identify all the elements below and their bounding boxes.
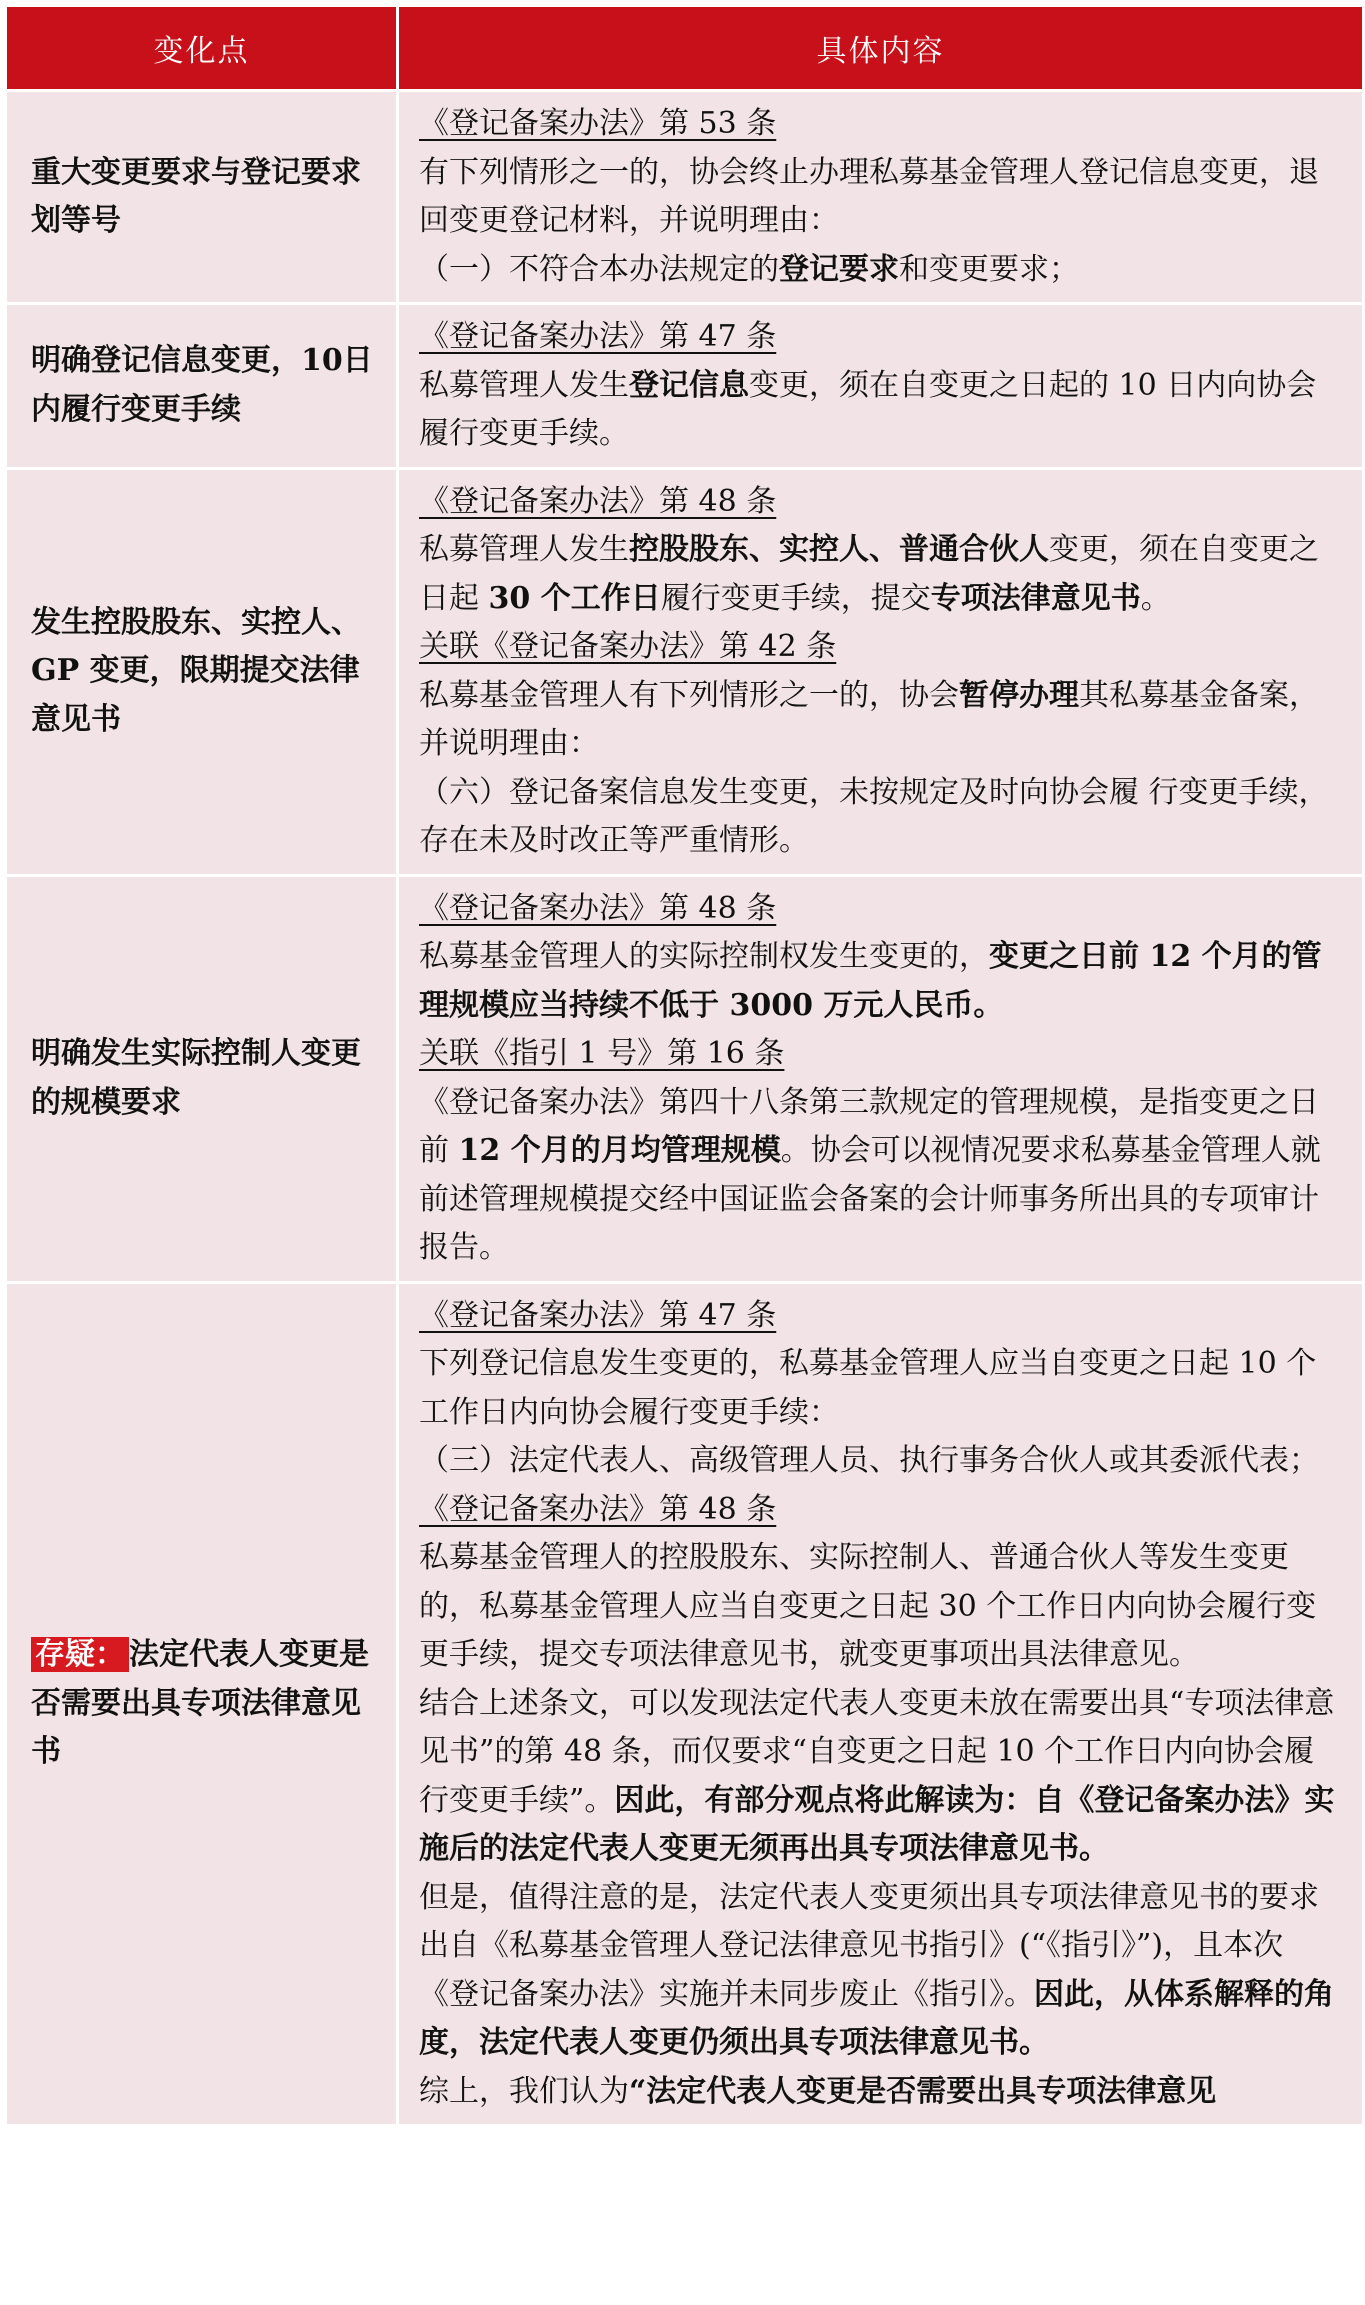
text-segment: 《登记备案办法》第 48 条 [419, 483, 777, 519]
text-segment: 有下列情形之一的，协会终止办理私募基金管理人登记信息变更，退回变更登记材料，并说明理由： [419, 154, 1319, 238]
change-point-text: 重大变更要求与登记要求划等号 [31, 154, 361, 238]
article-reference [419, 1292, 1342, 1341]
paragraph [419, 1079, 1342, 1273]
change-point-text: 法定代表人变更是否需要出具专项法律意见书 [31, 1637, 369, 1769]
emphasis-text: “法定代表人变更是否需要出具专项法律意见 [629, 2073, 1217, 2109]
text-segment: 关联《指引 1 号》第 16 条 [419, 1036, 785, 1071]
emphasis-text: 变更之日前 12 个月的管理规模应当持续不低于 3000 万元人民币。 [419, 939, 1322, 1023]
text-segment: 但是，值得注意的是，法定代表人变更须出具专项法律意见书的要求出自《私募基金管理人登记法律意见书指引》(“《指引》”)，且本次《登记备案办法》实施并未同步废止《指引》。 [419, 1879, 1319, 2012]
change-point-text: 明确发生实际控制人变更的规模要求 [31, 1036, 361, 1120]
text-segment: 《登记备案办法》第四十八条第三款规定的管理规模，是指变更之日前 [419, 1084, 1319, 1168]
change-point-text: 明确登记信息变更，10日内履行变更手续 [31, 343, 373, 427]
text-segment: 私募基金管理人的控股股东、实际控制人、普通合伙人等发生变更的，私募基金管理人应当自变更之日起 30 个工作日内向协会履行变更手续，提交专项法律意见书，就变更事项出具法律意见。 [419, 1540, 1317, 1672]
text-segment: 和变更要求； [899, 251, 1079, 287]
emphasis-text: 因此，有部分观点将此解读为：自《登记备案办法》实施后的法定代表人变更无须再出具专项法律意见书。 [419, 1782, 1335, 1866]
paragraph [419, 933, 1342, 1030]
article-reference [419, 478, 1342, 527]
paragraph [419, 1874, 1342, 2068]
header-row [6, 6, 1364, 91]
article-reference [419, 100, 1342, 149]
change-point-cell [6, 875, 398, 1282]
change-point-text: 发生控股股东、实控人、GP 变更，限期提交法律意见书 [31, 604, 361, 737]
text-segment: 私募基金管理人的实际控制权发生变更的， [419, 939, 989, 974]
emphasis-text: 30 个工作日 [488, 580, 661, 616]
text-segment: 综上，我们认为 [419, 2073, 629, 2109]
emphasis-text: 因此，从体系解释的角度，法定代表人变更仍须出具专项法律意见书。 [419, 1976, 1334, 2060]
change-point-cell [6, 468, 398, 875]
table-body [6, 91, 1364, 2126]
change-point-cell [6, 304, 398, 469]
doubt-flag: 存疑： [31, 1637, 129, 1672]
emphasis-text: 暂停办理 [959, 677, 1079, 713]
text-segment: 变更，须在自变更之日起 [419, 532, 1319, 616]
text-segment: 。 [1140, 580, 1171, 616]
content-cell [398, 1282, 1364, 2126]
paragraph [419, 246, 1342, 295]
article-reference [419, 313, 1342, 362]
paragraph [419, 362, 1342, 459]
paragraph [419, 672, 1342, 769]
emphasis-text: 控股股东、实控人、普通合伙人 [629, 532, 1049, 567]
emphasis-text: 12 个月的月均管理规模 [458, 1133, 781, 1168]
comparison-table [4, 4, 1365, 2127]
text-segment: 《登记备案办法》第 48 条 [419, 890, 777, 926]
text-segment: 《登记备案办法》第 53 条 [419, 106, 777, 141]
paragraph [419, 1437, 1342, 1486]
text-segment: 私募管理人发生 [419, 367, 629, 403]
article-reference [419, 885, 1342, 934]
article-reference [419, 623, 1342, 672]
text-segment: 履行变更手续，提交 [660, 580, 931, 616]
content-cell [398, 468, 1364, 875]
emphasis-text: 登记信息 [629, 367, 749, 403]
header-change-point: 变化点 [6, 6, 398, 91]
paragraph [419, 526, 1342, 623]
text-segment: 其私募基金备案，并说明理由： [419, 677, 1319, 761]
paragraph [419, 1340, 1342, 1437]
text-segment: （一）不符合本办法规定的 [419, 251, 779, 287]
text-segment: 《登记备案办法》第 47 条 [419, 319, 777, 354]
table-row [6, 1282, 1364, 2126]
change-point-cell [6, 91, 398, 304]
emphasis-text: 登记要求 [779, 251, 899, 287]
text-segment: （三）法定代表人、高级管理人员、执行事务合伙人或其委派代表； [419, 1443, 1319, 1478]
content-cell [398, 91, 1364, 304]
emphasis-text: 专项法律意见书 [930, 580, 1141, 616]
paragraph [419, 1680, 1342, 1874]
paragraph [419, 149, 1342, 246]
text-segment: 结合上述条文，可以发现法定代表人变更未放在需要出具“专项法律意见书”的第 48 条，而仅要求“自变更之日起 10 个工作日内向协会履行变更手续”。 [419, 1685, 1335, 1818]
table-row [6, 304, 1364, 469]
text-segment: （六）登记备案信息发生变更，未按规定及时向协会履 行变更手续，存在未及时改正等严重情形。 [419, 774, 1329, 858]
text-segment: 私募基金管理人有下列情形之一的，协会 [419, 677, 959, 713]
header-specific-content: 具体内容 [398, 6, 1364, 91]
table-row [6, 91, 1364, 304]
text-segment: 《登记备案办法》第 48 条 [419, 1491, 777, 1527]
paragraph [419, 2068, 1342, 2117]
text-segment: 变更，须在自变更之日起的 10 日内向协会履行变更手续。 [419, 367, 1317, 451]
paragraph [419, 1534, 1342, 1680]
text-segment: 关联《登记备案办法》第 42 条 [419, 629, 837, 664]
text-segment: 《登记备案办法》第 47 条 [419, 1297, 777, 1333]
article-reference [419, 1030, 1342, 1079]
table-row [6, 875, 1364, 1282]
article-reference [419, 1486, 1342, 1535]
content-cell [398, 304, 1364, 469]
text-segment: 。协会可以视情况要求私募基金管理人就前述管理规模提交经中国证监会备案的会计师事务所出具的专项审计报告。 [419, 1133, 1321, 1265]
text-segment: 私募管理人发生 [419, 532, 629, 567]
change-point-cell [6, 1282, 398, 2126]
paragraph [419, 769, 1342, 866]
table-row [6, 468, 1364, 875]
text-segment: 下列登记信息发生变更的，私募基金管理人应当自变更之日起 10 个工作日内向协会履行变更手续： [419, 1346, 1317, 1430]
content-cell [398, 875, 1364, 1282]
